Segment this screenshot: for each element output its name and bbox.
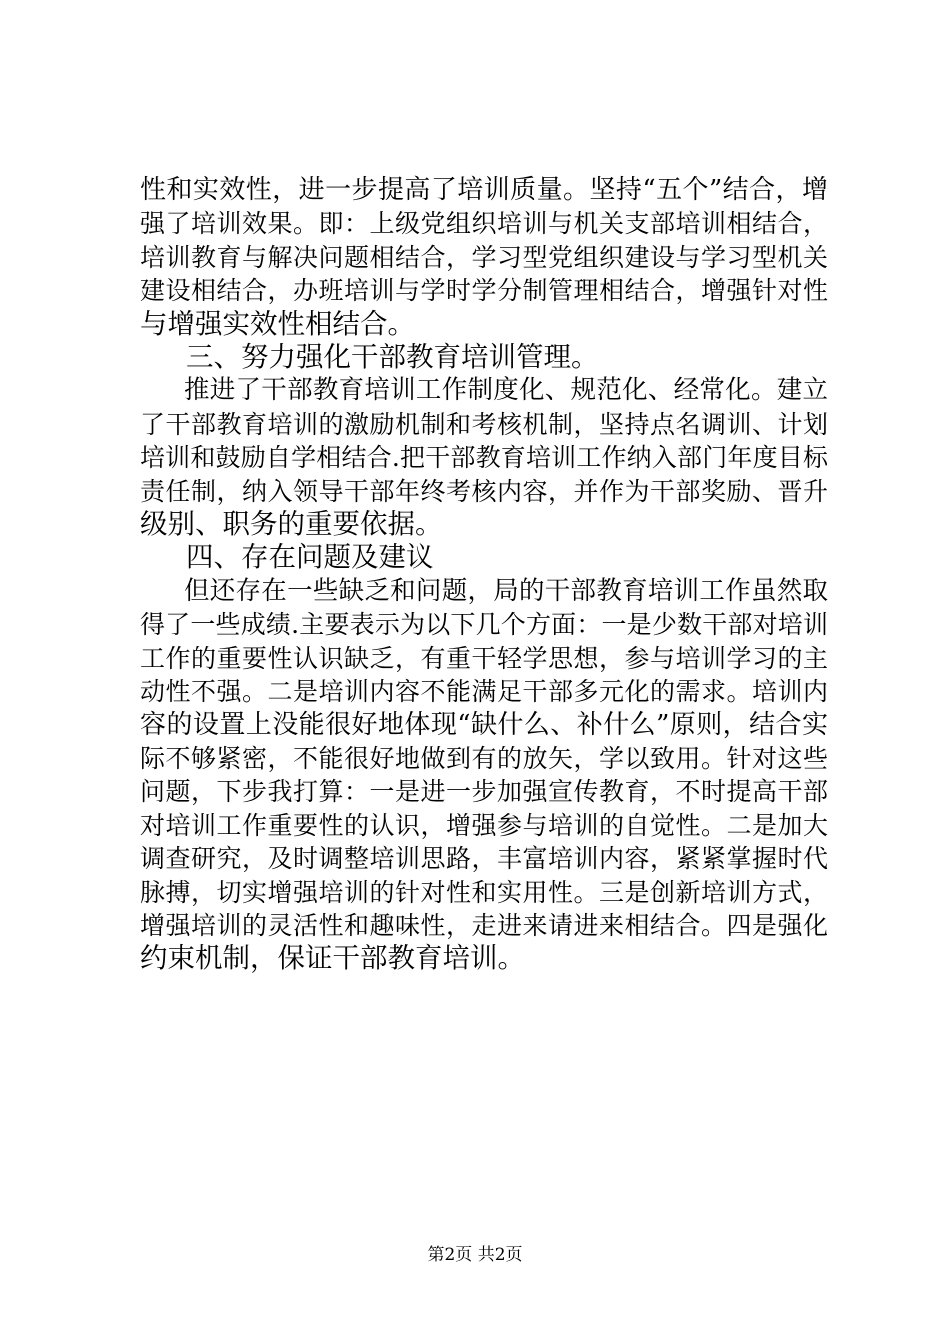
text-line: 培训和鼓励自学相结合.把干部教育培训工作纳入部门年度目标 [140,443,828,473]
text-line: 强了培训效果。即：上级党组织培训与机关支部培训相结合， [140,209,828,239]
text-line: 得了一些成绩.主要表示为以下几个方面：一是少数干部对培训 [140,610,828,640]
text-line: 增强培训的灵活性和趣味性，走进来请进来相结合。四是强化 [140,910,828,940]
text-line: 建设相结合，办班培训与学时学分制管理相结合，增强针对性 [140,276,828,306]
text-line: 脉搏，切实增强培训的针对性和实用性。三是创新培训方式， [140,877,828,907]
text-line: 调查研究，及时调整培训思路，丰富培训内容，紧紧掌握时代 [140,844,828,874]
section-heading-4: 四、存在问题及建议 [186,541,434,574]
section-heading-3: 三、努力强化干部教育培训管理。 [186,341,599,374]
text-line: 级别、职务的重要依据。 [140,508,443,541]
text-line: 培训教育与解决问题相结合，学习型党组织建设与学习型机关 [140,242,828,272]
page-footer: 第2页 共2页 [427,1245,523,1265]
text-line: 容的设置上没能很好地体现“缺什么、补什么”原则，结合实 [140,709,828,740]
text-line: 与增强实效性相结合。 [140,307,415,340]
text-line: 工作的重要性认识缺乏，有重干轻学思想，参与培训学习的主 [140,643,828,673]
text-line: 对培训工作重要性的认识，增强参与培训的自觉性。二是加大 [140,810,828,840]
document-body [140,174,828,976]
text-line: 推进了干部教育培训工作制度化、规范化、经常化。建立 [184,375,828,406]
text-line: 但还存在一些缺乏和问题，局的干部教育培训工作虽然取 [184,575,828,606]
text-line: 责任制，纳入领导干部年终考核内容，并作为干部奖励、晋升 [140,476,828,506]
text-line: 动性不强。二是培训内容不能满足干部多元化的需求。培训内 [140,677,828,707]
text-line: 问题，下步我打算：一是进一步加强宣传教育，不时提高干部 [140,777,828,807]
text-line: 了干部教育培训的激励机制和考核机制，坚持点名调训、计划 [140,409,828,439]
text-line: 约束机制，保证干部教育培训。 [140,942,525,975]
text-line: 际不够紧密，不能很好地做到有的放矢，学以致用。针对这些 [140,743,828,773]
paragraph-section-3 [140,374,828,541]
text-line: 性和实效性，进一步提高了培训质量。坚持“五个”结合，增 [140,175,828,205]
paragraph-section-4 [140,575,828,976]
paragraph-continued [140,174,828,341]
